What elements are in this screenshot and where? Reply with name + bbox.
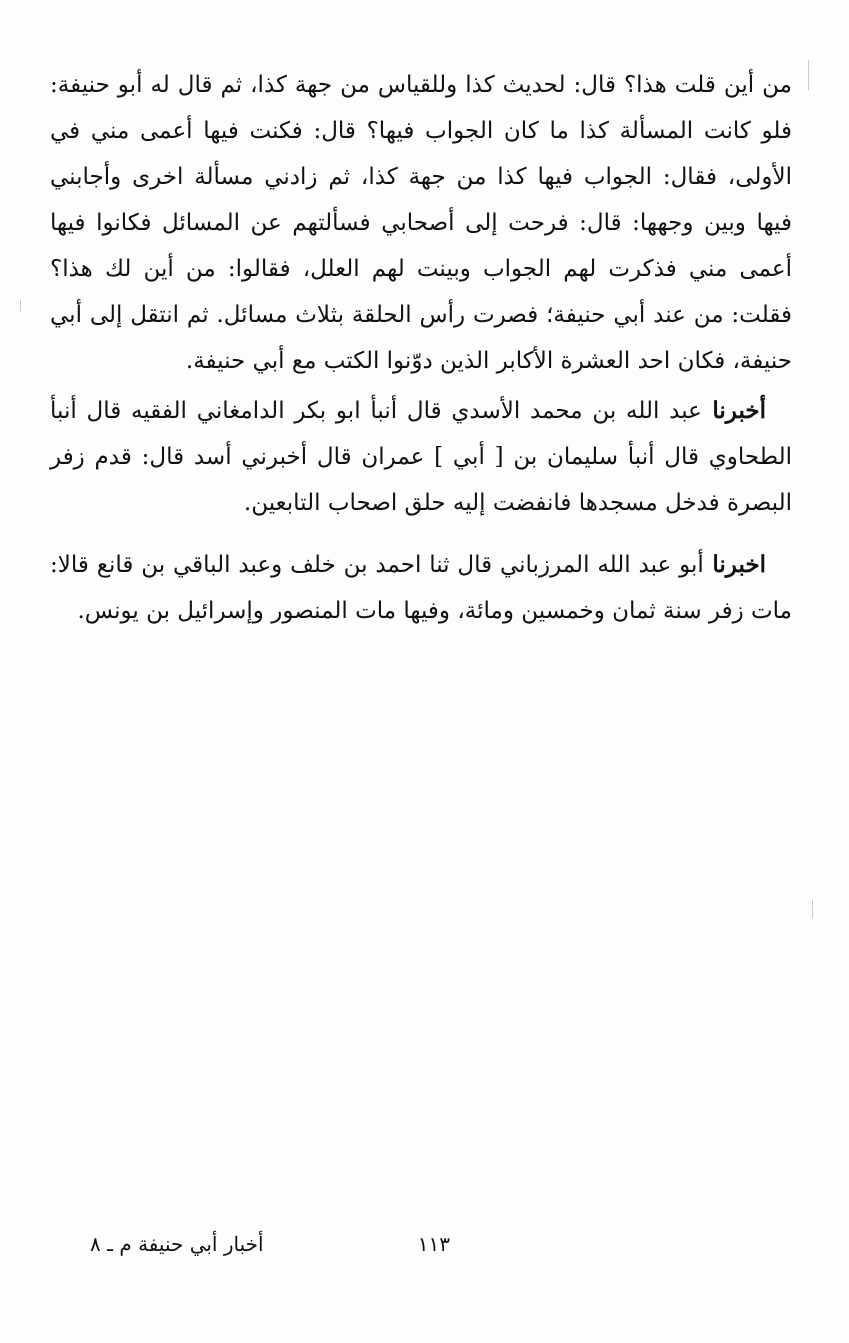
running-title: أخبار أبي حنيفة م ـ ٨ <box>90 1232 264 1256</box>
scan-artifact <box>812 900 813 918</box>
page-footer <box>90 1232 760 1262</box>
paragraph-2-lead: أخبرنا <box>701 397 767 424</box>
paragraph-3 <box>50 542 792 634</box>
paragraph-1 <box>50 62 792 384</box>
page-number: ١١٣ <box>417 1232 450 1256</box>
paragraph-2 <box>50 388 792 526</box>
paragraph-2-text: عبد الله بن محمد الأسدي قال أنبأ ابو بكر الدامغاني الفقيه قال أنبأ الطحاوي قال أنبأ سليمان بن [ أبي ] عمران قال أخبرني أسد قال: قدم زفر البصرة فدخل مسجدها فانفضت إليه حلق اصحاب التابعين. <box>50 398 792 516</box>
scan-artifact <box>808 60 809 90</box>
paragraph-3-text: أبو عبد الله المرزباني قال ثنا احمد بن خلف وعبد الباقي بن قانع قالا: مات زفر سنة ثمان وخمسين ومائة، وفيها مات المنصور وإسرائيل بن يونس. <box>50 552 792 624</box>
paragraph-3-lead: اخبرنا <box>703 551 767 578</box>
scan-artifact <box>20 300 21 312</box>
paragraph-1-text: من أين قلت هذا؟ قال: لحديث كذا وللقياس من جهة كذا، ثم قال له أبو حنيفة: فلو كانت المسألة كذا ما كان الجواب فيها؟ قال: فكنت فيها أعمى مني في الأولى، فقال: الجواب فيها كذا من جهة كذا، ثم زادني مسألة اخرى وأجابني فيها وبين وجهها: قال: فرحت إلى أصحابي فسألتهم عن المسائل فكانوا فيها أعمى مني فذكرت لهم الجواب وبينت لهم العلل، فقالوا: من أين لك هذا؟ فقلت: من عند أبي حنيفة؛ فصرت رأس الحلقة بثلاث مسائل. ثم انتقل إلى أبي حنيفة، فكان احد العشرة الأكابر الذين دوّنوا الكتب مع أبي حنيفة. <box>50 72 792 374</box>
